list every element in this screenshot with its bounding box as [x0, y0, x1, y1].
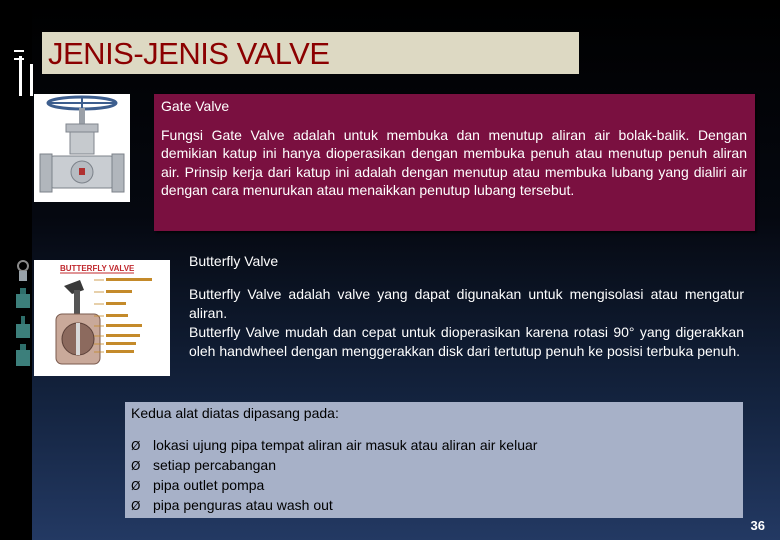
gate-valve-icon [34, 94, 130, 202]
title-box [42, 32, 579, 74]
gate-valve-description: Fungsi Gate Valve adalah untuk membuka dan menutup aliran air bolak-balik. Dengan demikian katup ini hanya dioperasikan dengan membuka penuh atau menutup penuh aliran air. Prinsip kerja dari katup ini adalah dengan menutup atau membuka lubang yang dialiri air dengan cara menurukan atau menaikkan penutup lubang tersebut. [161, 127, 747, 198]
butterfly-valve-image [34, 260, 170, 376]
list-item: Ø pipa penguras atau wash out [131, 496, 537, 516]
list-item: Ø setiap percabangan [131, 456, 537, 476]
gate-valve-heading: Gate Valve [161, 98, 230, 114]
valve-icon-column [12, 260, 34, 377]
list-item: Ø lokasi ujung pipa tempat aliran air masuk atau aliran air keluar [131, 436, 537, 456]
installation-locations-panel [125, 402, 743, 518]
list-item: Ø pipa outlet pompa [131, 476, 537, 496]
butterfly-valve-panel [182, 244, 756, 384]
arrow-bullet-icon: Ø [131, 459, 141, 473]
butterfly-valve-heading: Butterfly Valve [189, 253, 279, 269]
butterfly-diagram-title: BUTTERFLY VALVE [60, 264, 135, 273]
page-number: 36 [750, 518, 765, 533]
slide-title: JENIS-JENIS VALVE [48, 36, 330, 71]
butterfly-valve-icon [34, 260, 170, 376]
arrow-bullet-icon: Ø [131, 439, 141, 453]
butterfly-description-2: Butterfly Valve mudah dan cepat untuk dioperasikan karena rotasi 90° yang digerakkan oleh handwheel dengan menggerakkan disk dari tertutup penuh ke posisi terbuka penuh. [189, 324, 744, 359]
installation-intro: Kedua alat diatas dipasang pada: [131, 405, 339, 421]
small-valve-icons [12, 260, 34, 372]
installation-list [131, 436, 537, 516]
butterfly-valve-description [189, 285, 744, 361]
butterfly-description-1: Butterfly Valve adalah valve yang dapat digunakan untuk mengisolasi atau mengatur aliran. [189, 286, 744, 321]
gate-valve-panel [154, 94, 755, 231]
gate-valve-image [34, 94, 130, 202]
arrow-bullet-icon: Ø [131, 499, 141, 513]
arrow-bullet-icon: Ø [131, 479, 141, 493]
decorative-lines [14, 44, 44, 96]
